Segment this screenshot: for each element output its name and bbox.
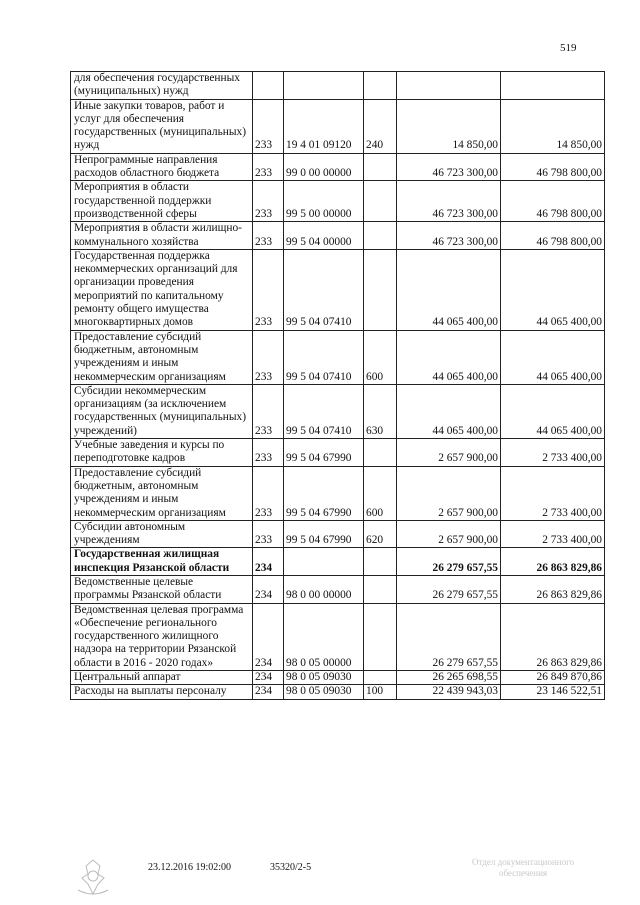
row-expense-type: [364, 575, 397, 603]
row-ministry-code: 234: [253, 603, 284, 670]
row-amount-2017: 2 657 900,00: [397, 520, 501, 548]
table-row: [71, 520, 605, 548]
row-amount-2017: 44 065 400,00: [397, 384, 501, 438]
row-amount-2018: 2 733 400,00: [501, 520, 605, 548]
row-expense-type: 620: [364, 520, 397, 548]
row-name: Субсидии некоммерческим организациям (за исключением государственных (муниципальных) учреждений): [71, 384, 253, 438]
row-ministry-code: 234: [253, 671, 284, 685]
row-amount-2017: 46 723 300,00: [397, 222, 501, 250]
row-amount-2017: [397, 72, 501, 100]
row-target-code: 99 5 04 67990: [284, 520, 364, 548]
row-amount-2018: 46 798 800,00: [501, 153, 605, 181]
row-amount-2017: 22 439 943,03: [397, 685, 501, 699]
row-name: Предоставление субсидий бюджетным, автономным учреждениям и иным некоммерческим организациям: [71, 330, 253, 384]
row-target-code: 99 5 04 07410: [284, 249, 364, 330]
row-ministry-code: 233: [253, 466, 284, 520]
table-row: [71, 153, 605, 181]
row-name: Учебные заведения и курсы по переподготовке кадров: [71, 439, 253, 467]
row-target-code: 98 0 05 00000: [284, 603, 364, 670]
table-row: [71, 222, 605, 250]
row-ministry-code: 233: [253, 330, 284, 384]
row-ministry-code: 233: [253, 520, 284, 548]
row-target-code: [284, 72, 364, 100]
row-amount-2018: 14 850,00: [501, 99, 605, 153]
row-target-code: 99 5 04 07410: [284, 384, 364, 438]
row-expense-type: [364, 671, 397, 685]
row-ministry-code: 233: [253, 153, 284, 181]
row-expense-type: [364, 181, 397, 222]
row-ministry-code: 233: [253, 439, 284, 467]
footer-date: 23.12.2016 19:02:00: [148, 862, 232, 873]
row-amount-2017: 44 065 400,00: [397, 330, 501, 384]
row-amount-2018: 46 798 800,00: [501, 222, 605, 250]
table-row: [71, 603, 605, 670]
table-row: [71, 249, 605, 330]
table-row: [71, 181, 605, 222]
row-amount-2018: 2 733 400,00: [501, 466, 605, 520]
page-number: 519: [560, 42, 577, 54]
table-row: [71, 72, 605, 100]
table-row: [71, 99, 605, 153]
row-amount-2017: 26 279 657,55: [397, 575, 501, 603]
budget-table-body: [71, 72, 605, 700]
table-row: [71, 330, 605, 384]
row-target-code: 19 4 01 09120: [284, 99, 364, 153]
row-expense-type: 630: [364, 384, 397, 438]
row-expense-type: 240: [364, 99, 397, 153]
row-name: Мероприятия в области жилищно-коммунального хозяйства: [71, 222, 253, 250]
row-target-code: 98 0 00 00000: [284, 575, 364, 603]
row-ministry-code: 233: [253, 181, 284, 222]
row-name: Непрограммные направления расходов областного бюджета: [71, 153, 253, 181]
row-expense-type: [364, 603, 397, 670]
row-name: Иные закупки товаров, работ и услуг для обеспечения государственных (муниципальных) нужд: [71, 99, 253, 153]
row-name: Центральный аппарат: [71, 671, 253, 685]
row-target-code: [284, 548, 364, 576]
row-target-code: 98 0 05 09030: [284, 685, 364, 699]
footer-stamp: Отдел документационного обеспечения: [471, 857, 575, 878]
row-target-code: 99 5 04 07410: [284, 330, 364, 384]
row-target-code: 99 5 00 00000: [284, 181, 364, 222]
row-target-code: 98 0 05 09030: [284, 671, 364, 685]
row-amount-2017: 14 850,00: [397, 99, 501, 153]
row-target-code: 99 5 04 67990: [284, 439, 364, 467]
table-row: [71, 466, 605, 520]
budget-table: [70, 71, 605, 700]
row-amount-2018: 44 065 400,00: [501, 330, 605, 384]
row-amount-2018: 26 863 829,86: [501, 575, 605, 603]
row-expense-type: [364, 548, 397, 576]
row-name: Ведомственная целевая программа «Обеспечение регионального государственного жилищного надзора на территории Рязанской области в 2016 - 2020 годах»: [71, 603, 253, 670]
row-expense-type: [364, 249, 397, 330]
row-amount-2017: 2 657 900,00: [397, 466, 501, 520]
row-amount-2018: 26 863 829,86: [501, 548, 605, 576]
row-ministry-code: 234: [253, 548, 284, 576]
table-row: [71, 384, 605, 438]
row-name: Мероприятия в области государственной поддержки производственной сферы: [71, 181, 253, 222]
row-target-code: 99 5 04 00000: [284, 222, 364, 250]
row-ministry-code: 233: [253, 249, 284, 330]
row-amount-2017: 44 065 400,00: [397, 249, 501, 330]
row-amount-2018: 26 849 870,86: [501, 671, 605, 685]
row-amount-2017: 26 279 657,55: [397, 603, 501, 670]
row-ministry-code: 233: [253, 99, 284, 153]
row-expense-type: [364, 222, 397, 250]
table-row: [71, 685, 605, 699]
row-expense-type: 600: [364, 466, 397, 520]
row-amount-2018: [501, 72, 605, 100]
footer-document-id: 35320/2-5: [270, 862, 312, 873]
row-expense-type: [364, 439, 397, 467]
row-amount-2018: 26 863 829,86: [501, 603, 605, 670]
row-amount-2017: 26 279 657,55: [397, 548, 501, 576]
row-amount-2017: 46 723 300,00: [397, 153, 501, 181]
row-name: Расходы на выплаты персоналу: [71, 685, 253, 699]
row-name: Государственная поддержка некоммерческих организаций для организации проведения мероприятий по капитальному ремонту общего имущества многоквартирных домов: [71, 249, 253, 330]
table-row: [71, 671, 605, 685]
row-expense-type: 100: [364, 685, 397, 699]
row-name: для обеспечения государственных (муниципальных) нужд: [71, 72, 253, 100]
row-target-code: 99 5 04 67990: [284, 466, 364, 520]
row-target-code: 99 0 00 00000: [284, 153, 364, 181]
row-amount-2018: 44 065 400,00: [501, 249, 605, 330]
coat-of-arms-icon: [70, 856, 116, 898]
row-ministry-code: 234: [253, 575, 284, 603]
row-amount-2018: 2 733 400,00: [501, 439, 605, 467]
table-row: [71, 548, 605, 576]
row-name: Предоставление субсидий бюджетным, автономным учреждениям и иным некоммерческим организациям: [71, 466, 253, 520]
row-amount-2018: 23 146 522,51: [501, 685, 605, 699]
row-name: Субсидии автономным учреждениям: [71, 520, 253, 548]
row-amount-2017: 2 657 900,00: [397, 439, 501, 467]
row-amount-2018: 46 798 800,00: [501, 181, 605, 222]
row-amount-2017: 26 265 698,55: [397, 671, 501, 685]
table-row: [71, 439, 605, 467]
row-ministry-code: [253, 72, 284, 100]
row-expense-type: [364, 72, 397, 100]
row-name: Государственная жилищная инспекция Рязанской области: [71, 548, 253, 576]
row-expense-type: [364, 153, 397, 181]
row-expense-type: 600: [364, 330, 397, 384]
row-name: Ведомственные целевые программы Рязанской области: [71, 575, 253, 603]
row-amount-2017: 46 723 300,00: [397, 181, 501, 222]
row-ministry-code: 234: [253, 685, 284, 699]
row-ministry-code: 233: [253, 222, 284, 250]
table-row: [71, 575, 605, 603]
row-amount-2018: 44 065 400,00: [501, 384, 605, 438]
row-ministry-code: 233: [253, 384, 284, 438]
